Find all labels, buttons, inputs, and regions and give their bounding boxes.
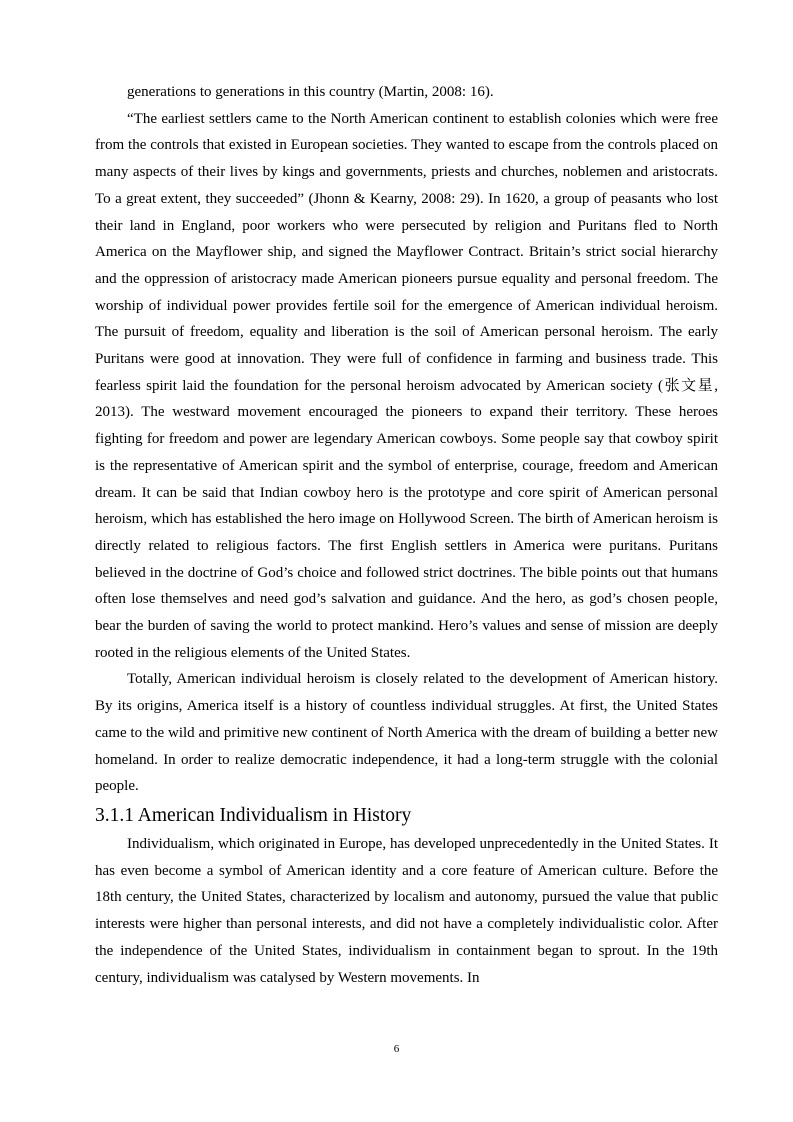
paragraph-settlers: “The earliest settlers came to the North American continent to establish colonies which were free from the controls that existed in European societies. They wanted to escape from the controls placed on many aspects of their lives by kings and governments, priests and churches, noblemen and aristocrats. To a great extent, they succeeded” (Jhonn & Kearny, 2008: 29). In 1620, a group of peasants who lost their land in England, poor workers who were persecuted by religion and Puritans fled to North America on the Mayflower ship, and signed the Mayflower Contract. Britain’s strict social hierarchy and the oppression of aristocracy made American pioneers pursue equality and personal freedom. The worship of individual power provides fertile soil for the emergence of American individual heroism. The pursuit of freedom, equality and liberation is the soil of American personal heroism. The early Puritans were good at innovation. They were full of confidence in farming and business trade. This fearless spirit laid the foundation for the personal heroism advocated by American society (张文星, 2013). The westward movement encouraged the pioneers to expand their territory. These heroes fighting for freedom and power are legendary American cowboys. Some people say that cowboy spirit is the representative of American spirit and the symbol of enterprise, courage, freedom and American dream. It can be said that Indian cowboy hero is the prototype and core spirit of American personal heroism, which has established the hero image on Hollywood Screen. The birth of American heroism is directly related to religious factors. The first English settlers in America were puritans. Puritans believed in the doctrine of God’s choice and followed strict doctrines. The bible points out that humans often lose themselves and need god’s salvation and guidance. And the hero, as god’s chosen people, bear the burden of saving the world to protect mankind. Hero’s values and sense of mission are deeply rooted in the religious elements of the United States. xyxy=(95,110,718,661)
paragraph-totally: Totally, American individual heroism is closely related to the development of American history. By its origins, America itself is a history of countless individual struggles. At first, the United States came to the wild and primitive new continent of North America with the dream of building a better new homeland. In order to realize democratic independence, it had a long-term struggle with the colonial people. xyxy=(95,671,718,795)
section-heading: 3.1.1 American Individualism in History xyxy=(95,804,412,826)
paragraph-continuation: generations to generations in this country (Martin, 2008: 16). xyxy=(127,84,494,100)
page-number: 6 xyxy=(393,1043,400,1055)
paragraph-individualism: Individualism, which originated in Europe, has developed unprecedentedly in the United States. It has even become a symbol of American identity and a core feature of American culture. Before the 18th century, the United States, characterized by localism and autonomy, pursued the value that public interests were higher than personal interests, and did not have a completely individualistic color. After the independence of the United States, individualism in containment began to sprout. In the 19th century, individualism was catalysed by Western movements. In xyxy=(95,835,718,986)
page-body xyxy=(95,79,718,991)
